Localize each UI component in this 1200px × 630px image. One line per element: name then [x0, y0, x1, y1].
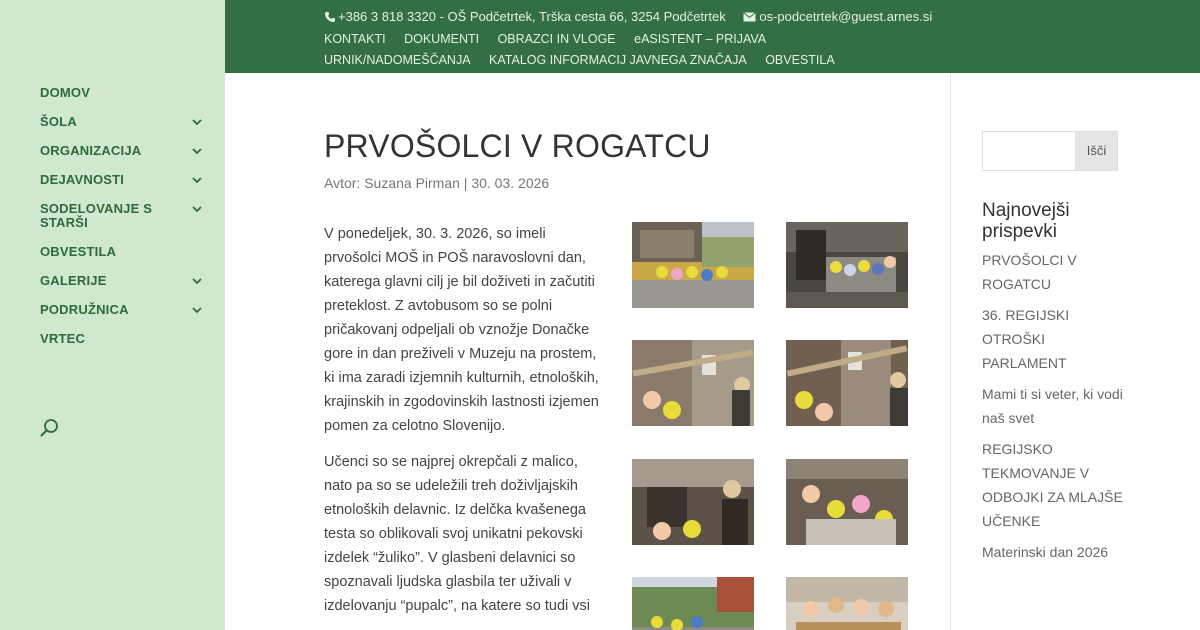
post-paragraph: V ponedeljek, 30. 3. 2026, so imeli prvošolci MOŠ in POŠ naravoslovni dan, katerega glavni cilj je bil doživeti in začutiti preteklost. Z avtobusom so se polni pričakovanj odpeljali ob vznožje Donačke gore in dan preživeli v Muzeju na prostem, ki ima zaradi izjemnih kulturnih, etnoloških, krajinskih in zgodovinskih lastnosti izjemen pomen za celotno Slovenijo.: [324, 226, 599, 434]
sidebar-item-label[interactable]: ORGANIZACIJA: [40, 143, 142, 158]
sidebar-item-label[interactable]: DOMOV: [40, 85, 91, 100]
email-link[interactable]: os-podcetrtek@guest.arnes.si: [759, 9, 933, 25]
recent-post-link[interactable]: 36. REGIJSKI OTROŠKI PARLAMENT: [982, 307, 1070, 371]
sidebar-item-label[interactable]: SODELOVANJE S STARŠI: [40, 201, 153, 230]
contact-info: [324, 8, 932, 24]
gallery-photo[interactable]: [632, 222, 754, 308]
top-bar: [225, 0, 1200, 73]
top-menu-kontakti[interactable]: KONTAKTI: [324, 32, 386, 46]
recent-post-link[interactable]: Mami ti si veter, ki vodi naš svet: [982, 386, 1123, 426]
chevron-down-icon[interactable]: [190, 173, 204, 187]
chevron-down-icon[interactable]: [190, 144, 204, 158]
gallery-photo[interactable]: [786, 340, 908, 426]
sidebar-item-label[interactable]: GALERIJE: [40, 273, 107, 288]
sidebar-item[interactable]: [40, 173, 210, 187]
recent-post-link[interactable]: PRVOŠOLCI V ROGATCU: [982, 252, 1077, 292]
top-menu: [324, 29, 944, 71]
chevron-down-icon[interactable]: [190, 115, 204, 129]
post-title: PRVOŠOLCI V ROGATCU: [324, 128, 711, 164]
top-menu-dokumenti[interactable]: DOKUMENTI: [404, 32, 480, 46]
sidebar-item-label[interactable]: ŠOLA: [40, 114, 77, 129]
chevron-down-icon[interactable]: [190, 274, 204, 288]
right-sidebar: [950, 73, 1200, 630]
chevron-down-icon[interactable]: [190, 303, 204, 317]
search-icon[interactable]: [40, 418, 60, 438]
main-nav: [40, 86, 210, 361]
left-sidebar: [0, 0, 225, 630]
sidebar-item-label[interactable]: OBVESTILA: [40, 244, 117, 259]
email-icon: [743, 12, 756, 22]
sidebar-item[interactable]: [40, 274, 210, 288]
gallery-photo[interactable]: [632, 459, 754, 545]
top-menu-urnik[interactable]: URNIK/NADOMEŠČANJA: [324, 53, 471, 67]
search-input[interactable]: [982, 131, 1076, 171]
phone-text: +386 3 818 3320 - OŠ Podčetrtek, Trška cesta 66, 3254 Podčetrtek: [338, 9, 726, 25]
recent-post-link[interactable]: Materinski dan 2026: [982, 544, 1109, 560]
sidebar-item[interactable]: [40, 144, 210, 158]
gallery-photo[interactable]: [632, 340, 754, 426]
sidebar-item[interactable]: [40, 115, 210, 129]
phone-icon: [324, 11, 336, 23]
recent-posts-title: Najnovejši prispevki: [982, 200, 1070, 242]
post-meta: Avtor: Suzana Pirman | 30. 03. 2026: [324, 175, 550, 191]
sidebar-item-label[interactable]: PODRUŽNICA: [40, 302, 129, 317]
sidebar-item-label[interactable]: VRTEC: [40, 331, 86, 346]
top-menu-obrazci[interactable]: OBRAZCI IN VLOGE: [497, 32, 616, 46]
post-paragraph: Učenci so se najprej okrepčali z malico, nato pa so se udeležili treh doživljajskih etnoloških delavnic. Iz delčka kvašenega testa so oblikovali svoj unikatni pekovski izdelek “žuliko”. V glasbeni delavnici so spoznavali ljudska glasbila ter uživali v izdelovanju “pupalc”, na katere so tudi vsi: [324, 454, 590, 614]
chevron-down-icon[interactable]: [190, 202, 204, 216]
sidebar-item-label[interactable]: DEJAVNOSTI: [40, 172, 125, 187]
sidebar-item[interactable]: [40, 86, 210, 100]
gallery-photo[interactable]: [632, 577, 754, 630]
post-body: [324, 222, 604, 630]
sidebar-item[interactable]: [40, 303, 210, 317]
main-content: [225, 73, 950, 630]
top-menu-obvestila[interactable]: OBVESTILA: [765, 53, 835, 67]
recent-post-link[interactable]: REGIJSKO TEKMOVANJE V ODBOJKI ZA MLAJŠE UČENKE: [982, 441, 1123, 529]
gallery-photo[interactable]: [786, 222, 908, 308]
sidebar-item[interactable]: [40, 202, 210, 230]
recent-posts-list: [982, 248, 1132, 571]
search-button[interactable]: Išči: [1075, 131, 1118, 171]
sidebar-item[interactable]: [40, 332, 210, 346]
gallery-photo[interactable]: [786, 459, 908, 545]
sidebar-item[interactable]: [40, 245, 210, 259]
top-menu-katalog[interactable]: KATALOG INFORMACIJ JAVNEGA ZNAČAJA: [489, 53, 747, 67]
top-menu-easistent[interactable]: eASISTENT – PRIJAVA: [634, 32, 767, 46]
gallery-photo[interactable]: [786, 577, 908, 630]
